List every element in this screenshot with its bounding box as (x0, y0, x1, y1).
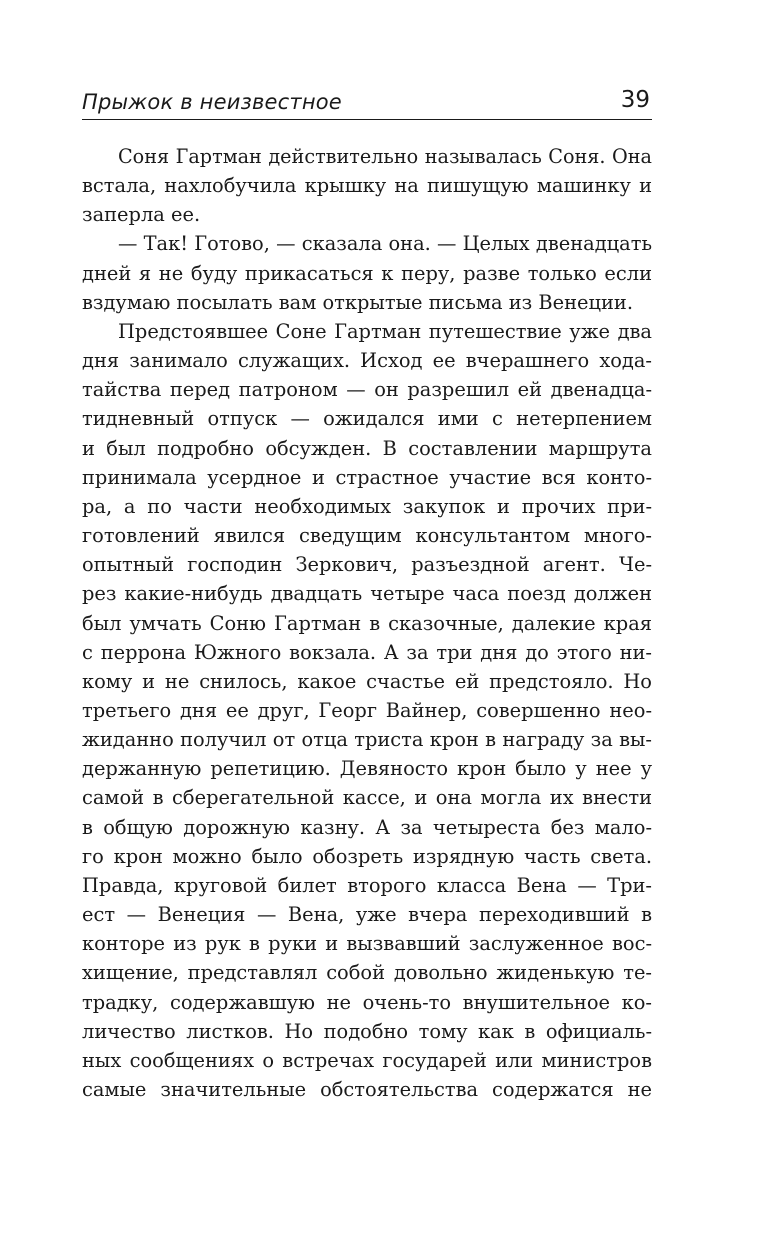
running-title: Прыжок в неизвестное (82, 90, 342, 114)
text-line: вздумаю посылать вам открытые письма из Венеции. (82, 290, 633, 314)
text-line: тайства перед патроном — он разрешил ей двенадца- (82, 378, 652, 402)
text-line: ра, а по части необходимых закупок и прочих при- (82, 494, 652, 518)
text-line: Предстоявшее Соне Гартман путешествие уже два (118, 319, 652, 343)
text-line: конторе из рук в руки и вызвавший заслуженное вос- (82, 932, 652, 956)
running-header (82, 86, 652, 120)
text-line: дня занимало служащих. Исход ее вчерашнего хода- (82, 349, 652, 373)
text-line: держанную репетицию. Девяносто крон было у нее у (82, 757, 652, 781)
text-line: был умчать Соню Гартман в сказочные, далекие края (82, 611, 652, 635)
text-line: самой в сберегательной кассе, и она могла их внести (82, 786, 652, 810)
text-line: кому и не снилось, какое счастье ей предстояло. Но (82, 669, 652, 693)
text-line: Соня Гартман действительно называлась Соня. Она (118, 145, 652, 168)
text-line: с перрона Южного вокзала. А за три дня до этого ни- (82, 640, 652, 664)
text-line: встала, нахлобучила крышку на пишущую машинку и (82, 174, 652, 198)
text-line: — Так! Готово, — сказала она. — Целых двенадцать (118, 232, 652, 256)
text-line: го крон можно было обозреть изрядную часть света. (82, 844, 652, 868)
text-line: личество листков. Но подобно тому как в официаль- (82, 1019, 652, 1043)
text-line: дней я не буду прикасаться к перу, разве только если (82, 261, 652, 285)
text-line: рез какие-нибудь двадцать четыре часа поезд должен (82, 582, 652, 606)
text-line: жиданно получил от отца триста крон в награду за вы- (82, 728, 652, 752)
text-line: тидневный отпуск — ожидался ими с нетерпением (82, 407, 652, 431)
body-text (82, 142, 652, 1104)
text-line: Правда, круговой билет второго класса Вена — Три- (82, 873, 652, 897)
text-line: традку, содержавшую не очень-то внушительное ко- (82, 990, 652, 1014)
text-line: и был подробно обсужден. В составлении маршрута (82, 436, 652, 460)
text-line: хищение, представлял собой довольно жиденькую те- (82, 961, 652, 985)
text-line: заперла ее. (82, 203, 201, 227)
text-line: третьего дня ее друг, Георг Вайнер, совершенно нео- (82, 698, 652, 722)
text-line: готовлений явился сведущим консультантом много- (82, 524, 652, 548)
page-number: 39 (620, 87, 650, 113)
text-line: ных сообщениях о встречах государей или министров (82, 1048, 652, 1072)
text-line: ест — Венеция — Вена, уже вчера переходивший в (82, 903, 652, 927)
text-line: в общую дорожную казну. А за четыреста без мало- (82, 815, 652, 839)
text-line: самые значительные обстоятельства содержатся не (82, 1078, 652, 1101)
text-line: опытный господин Зеркович, разъездной агент. Че- (82, 553, 652, 577)
text-line: принимала усердное и страстное участие вся конто- (82, 465, 652, 489)
